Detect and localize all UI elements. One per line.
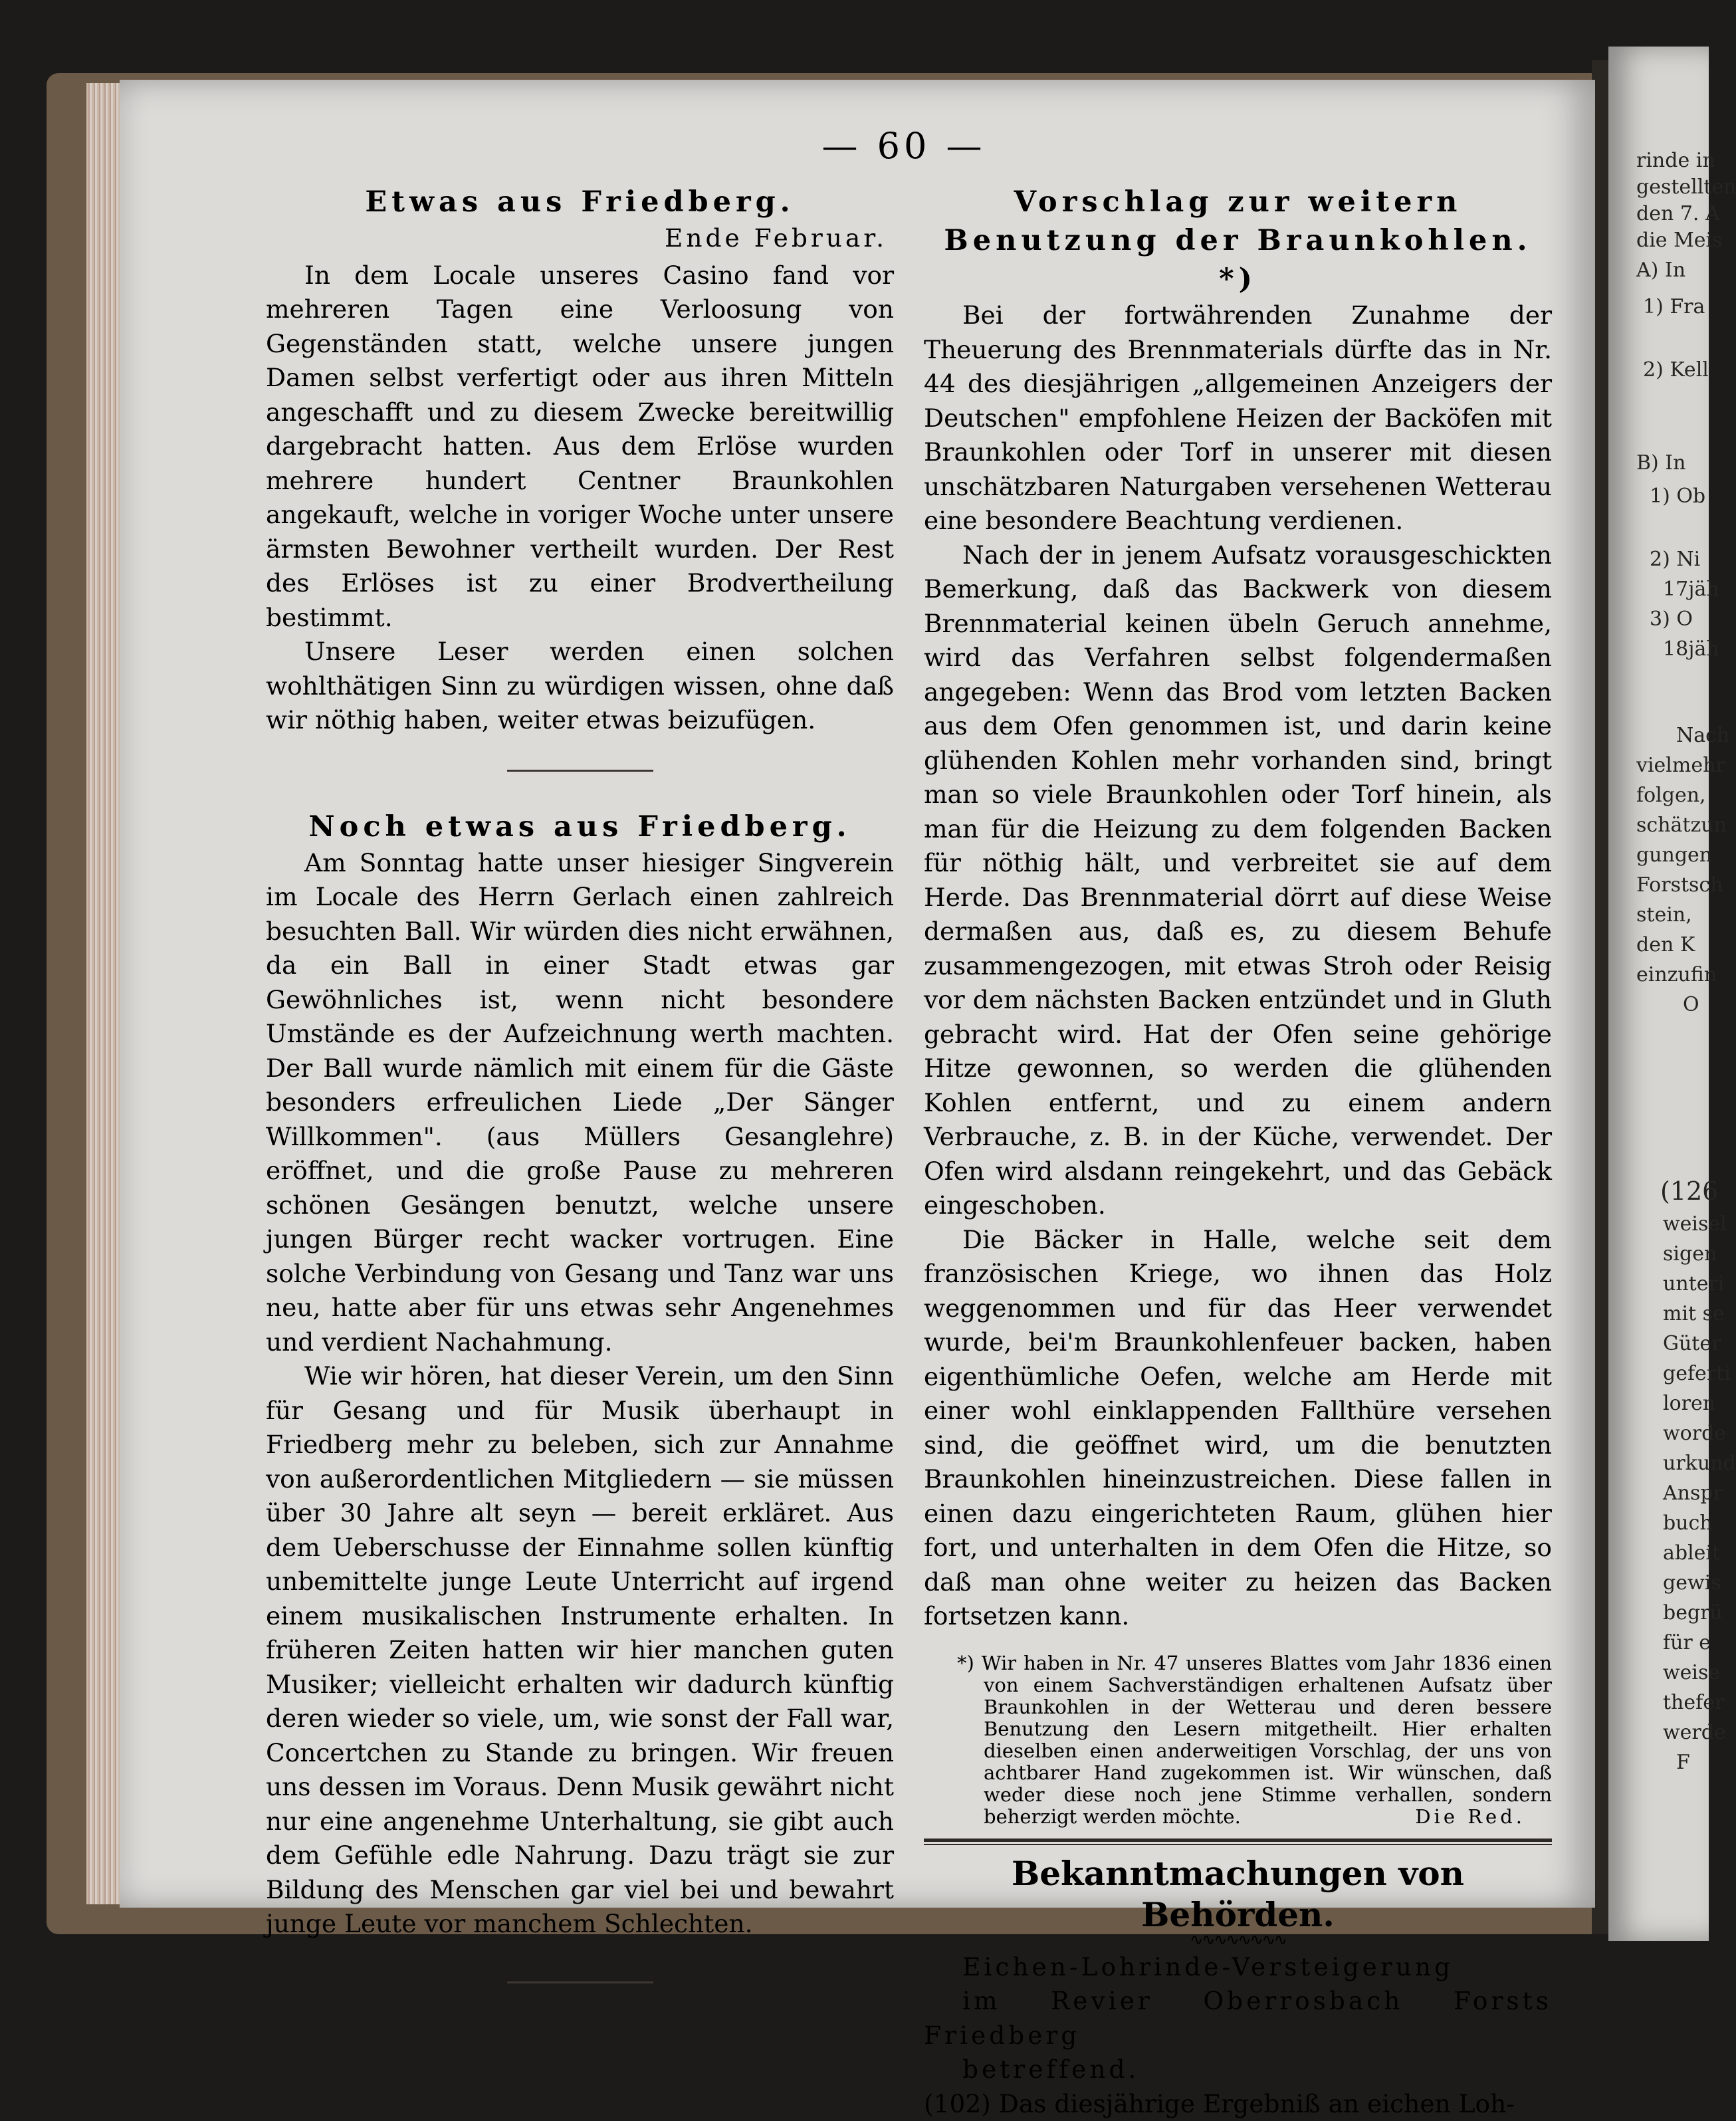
fragment: gestellten [1636, 176, 1736, 199]
fragment: weise [1663, 1662, 1720, 1684]
fragment: gewis [1663, 1572, 1721, 1595]
separator-rule-end [507, 1981, 653, 1983]
fragment: schätzun [1636, 814, 1727, 837]
fragment: B) In [1636, 452, 1685, 475]
fragment: werde [1663, 1722, 1726, 1744]
fragment: ableit [1663, 1542, 1720, 1565]
fragment: urkund [1663, 1452, 1736, 1475]
next-page-edge [1608, 47, 1709, 1941]
article-title-etwas-aus-friedberg: Etwas aus Friedberg. [266, 183, 894, 221]
article2-paragraph-1: Am Sonntag hatte unser hiesiger Singverein im Locale des Herrn Gerlach einen zahlreich besuchten Ball. Wir würden dies nicht erwähnen, da ein Ball in einer Stadt etwas gar Gewöhnliches ist, wenn nicht besondere Umstände es der Aufzeichnung werth machten. Der Ball wurde nämlich mit einem für die Gäste besonders erfreulichen Liede „Der Sänger Willkommen". (aus Müllers Gesanglehre) eröffnet, und die große Pause zu mehreren schönen Gesängen benutzt, welche unsere jungen Bürger recht wacker vortrugen. Eine solche Verbindung von Gesang und Tanz war uns neu, hatte aber für uns etwas sehr Angenehmes und verdient Nachahmung. [266, 846, 894, 1360]
fragment: vielmehr [1636, 754, 1725, 777]
article2-paragraph-2: Wie wir hören, hat dieser Verein, um den Sinn für Gesang und für Musik überhaupt in Friedberg mehr zu beleben, sich zur Annahme von außerordentlichen Mitgliedern — sie müssen über 30 Jahre alt seyn — bereit erkläret. Aus dem Ueberschusse der Einnahme sollen künftig unbemittelte junge Leute Unterricht auf irgend einem musikalischen Instrumente erhalten. In früheren Zeiten hatten wir hier manchen guten Musiker; vielleicht erhalten wir dadurch künftig deren wieder so viele, um, wie sonst der Fall war, Concertchen zu Stande zu bringen. Wir freuen uns dessen im Voraus. Denn Musik gewährt nicht nur eine angenehme Unterhaltung, sie gibt auch dem Gefühle edle Nahrung. Dazu trägt sie zur Bildung des Menschen gar viel bei und bewahrt junge Leute vor manchem Schlechten. [266, 1359, 894, 1942]
article1-paragraph-1: In dem Locale unseres Casino fand vor mehreren Tagen eine Verloosung von Gegenständen statt, welche unsere jungen Damen selbst verfertigt oder aus ihren Mitteln angeschafft und zu diesem Zwecke bereitwillig dargebracht hatten. Aus dem Erlöse wurden mehrere hundert Centner Braunkohlen angekauft, welche in voriger Woche unter unsere ärmsten Bewohner vertheilt wurden. Der Rest des Erlöses ist zu einer Brodvertheilung bestimmt. [266, 259, 894, 635]
fragment: 2) Ni [1650, 548, 1700, 571]
fragment: für e [1663, 1632, 1711, 1654]
left-column [266, 183, 894, 2019]
fragment: F [1676, 1751, 1690, 1774]
fragment: weisel [1663, 1213, 1727, 1236]
footnote-text: *) Wir haben in Nr. 47 unseres Blattes vom Jahr 1836 einen von einem Sachverständigen erhaltenen Aufsatz über Braunkohlen in der Wetterau und deren bessere Benutzung den Lesern mitgetheilt. Hier erhalten dieselben einen anderweitigen Vorschlag, der uns von achtbarer Hand zugekommen ist. Wir wünschen, daß weder diese noch jene Stimme verhallen, sondern beherzigt werden möchte. [957, 1652, 1552, 1828]
fragment: den 7. A [1636, 203, 1720, 225]
fragment: begrü [1663, 1602, 1723, 1624]
fragment: einzufin [1636, 964, 1717, 986]
announcement-start: (102) Das diesjährige Ergebniß an eichen Loh- [924, 2087, 1552, 2121]
fragment: sigen [1663, 1243, 1717, 1266]
fragment: buch [1663, 1512, 1713, 1535]
article3-paragraph-2: Nach der in jenem Aufsatz vorausgeschickten Bemerkung, daß das Backwerk von diesem Brennmaterial keinen übeln Geruch annehme, wird das Verfahren selbst folgendermaßen angegeben: Wenn das Brod vom letzten Backen aus dem Ofen genommen ist, und darin keine glühenden Kohlen mehr vorhanden sind, bringt man so viele Braunkohlen oder Torf hinein, als man für die Heizung zu dem folgenden Backen für nöthig hält, und verbreitet sie auf dem Herde. Das Brennmaterial dörrt auf diese Weise dermaßen aus, daß es, zu diesem Behufe zusammengezogen, mit etwas Stroh oder Reisig vor dem nächsten Backen entzündet und in Gluth gebracht wird. Hat der Ofen seine gehörige Hitze gewonnen, so werden die glühenden Kohlen entfernt, und zu einem andern Verbrauche, z. B. in der Küche, verwendet. Der Ofen wird alsdann reingekehrt, und das Gebäck eingeschoben. [924, 538, 1552, 1223]
article-title-noch-etwas-aus-friedberg: Noch etwas aus Friedberg. [266, 808, 894, 846]
footnote-signature: Die Red. [1442, 1806, 1525, 1828]
article-dateline: Ende Februar. [266, 221, 887, 256]
page-number: — 60 — [817, 125, 990, 167]
article1-paragraph-2: Unsere Leser werden einen solchen wohlthätigen Sinn zu würdigen wissen, ohne daß wir nöthig haben, weiter etwas beizufügen. [266, 635, 894, 738]
fragment: Anspr [1663, 1482, 1723, 1505]
fragment: 17jäh [1663, 578, 1719, 601]
fragment: rinde in [1636, 150, 1715, 172]
article3-paragraph-1: Bei der fortwährenden Zunahme der Theuerung des Brennmaterials dürfte das in Nr. 44 des diesjährigen „allgemeinen Anzeigers der Deutschen" empfohlene Heizen der Backöfen mit Braunkohlen oder Torf in unserer mit diesen unschätzbaren Naturgaben versehenen Wetterau eine besondere Beachtung verdienen. [924, 298, 1552, 538]
fragment: Güter [1663, 1333, 1721, 1355]
footnote [924, 1652, 1552, 1828]
announcements-rule [924, 1839, 1552, 1845]
fragment: 2) Kell [1643, 359, 1709, 382]
fragment: 18jäh [1663, 638, 1719, 661]
fragment: gungen [1636, 844, 1712, 867]
announcements-title: Bekanntmachungen von Behörden. [924, 1853, 1552, 1936]
fragment: A) In [1636, 259, 1685, 282]
fragment: (126 [1660, 1180, 1718, 1202]
fragment: geferti [1663, 1363, 1731, 1385]
fragment: 1) Ob [1650, 485, 1705, 508]
announcement-heading-line-1: Eichen-Lohrinde-Versteigerung [924, 1950, 1552, 1985]
fragment: unteri [1663, 1273, 1724, 1295]
fragment: mit se [1663, 1303, 1725, 1325]
fragment: Forstsch [1636, 874, 1723, 897]
fragment: 3) O [1650, 608, 1693, 631]
fragment: stein, [1636, 904, 1692, 927]
announcement-heading-line-3: betreffend. [924, 2053, 1552, 2087]
announcement-heading-line-2: im Revier Oberrosbach Forsts Friedberg [924, 1984, 1552, 2053]
article3-paragraph-3: Die Bäcker in Halle, welche seit dem französischen Kriege, wo ihnen das Holz weggenommen und für das Heer verwendet wurde, bei'm Braunkohlenfeuer backen, haben eigenthümliche Oefen, welche am Herde mit einer wohl einklappenden Fallthüre versehen sind, die geöffnet wird, um die benutzten Braunkohlen hineinzustreichen. Diese fallen in einen dazu eingerichteten Raum, glühen hier fort, und unterhalten in dem Ofen die Hitze, so daß man ohne weiter zu heizen das Backen fortsetzen kann. [924, 1223, 1552, 1634]
fragment: thefer [1663, 1692, 1724, 1714]
fragment: O [1683, 994, 1699, 1016]
ornament-squiggle: ∿∿∿∿∿∿∿∿ [924, 1932, 1552, 1948]
fragment: 1) Fra [1643, 296, 1705, 318]
fragment: loren [1663, 1393, 1715, 1415]
fragment: worde [1663, 1422, 1726, 1445]
article-title-vorschlag: Vorschlag zur weitern Benutzung der Braunkohlen. *) [924, 183, 1552, 298]
fragment: folgen, [1636, 784, 1706, 807]
fragment: den K [1636, 934, 1695, 956]
right-column [924, 183, 1552, 2121]
separator-rule [507, 770, 653, 772]
fragment: Nach [1676, 725, 1729, 747]
fragment: die Meis [1636, 229, 1723, 252]
